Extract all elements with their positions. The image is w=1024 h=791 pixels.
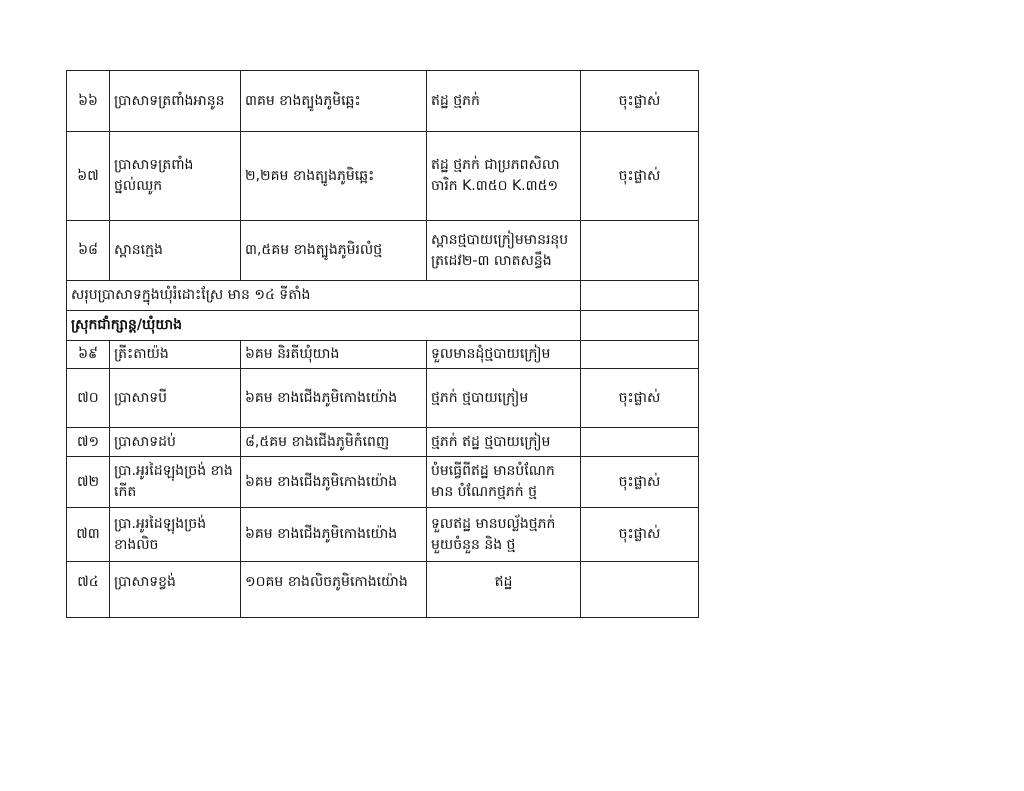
site-name: ប្រា.អូរដៃឡុងច្រង់ ខាងកើត	[110, 457, 241, 508]
site-name: ត្រីះតាយ៉ង	[110, 341, 241, 369]
table-row	[67, 71, 699, 132]
site-remark: ចុះផ្លាស់	[581, 369, 699, 428]
site-remark	[581, 221, 699, 281]
site-location: ២,២គម ខាងត្បូងភូមិឆ្អេះ	[241, 132, 427, 221]
site-location: ៣,៥គម ខាងត្បូងភូមិរលំថ្ម	[241, 221, 427, 281]
table-row	[67, 221, 699, 281]
site-name: ស្ពានក្មេង	[110, 221, 241, 281]
site-location: ៣គម ខាងត្បូងភូមិឆ្អេះ	[241, 71, 427, 132]
site-location: ៨,៥គម ខាងជើងភូមិកំពេញ	[241, 428, 427, 457]
site-description: ទួលមានដុំថ្មបាយក្រៀម	[427, 341, 581, 369]
table-row	[67, 428, 699, 457]
table-row	[67, 508, 699, 562]
table-row	[67, 457, 699, 508]
site-location: ១០គម ខាងលិចភូមិកោងយ៉ោង	[241, 562, 427, 618]
site-description: បំមធ្វើពីឥដ្ឋ មានបំណែកមាន បំណែកថ្មភក់ ថ្ម	[427, 457, 581, 508]
site-location: ៦គម ខាងជើងភូមិកោងយ៉ោង	[241, 369, 427, 428]
row-number: ៧២	[67, 457, 110, 508]
site-description: ថ្មភក់ ថ្មបាយក្រៀម	[427, 369, 581, 428]
site-name: ប្រាសាទត្រពាំង ថ្នល់ឈូក	[110, 132, 241, 221]
site-description: ស្ពានថ្មបាយក្រៀមមានរនុបត្រដេវ២-៣ លាតសន្ធឹង	[427, 221, 581, 281]
site-remark	[581, 428, 699, 457]
site-name: ប្រាសាទដប់	[110, 428, 241, 457]
summary-text: សរុបប្រាសាទក្នុងឃុំរំដោះស្រែ មាន ១៤ ទីតាំង	[67, 281, 581, 311]
district-header-row	[67, 311, 699, 341]
site-remark: ចុះផ្លាស់	[581, 71, 699, 132]
site-name: ប្រា.អូរដៃឡុងច្រង់ ខាងលិច	[110, 508, 241, 562]
row-number: ៧១	[67, 428, 110, 457]
site-description: ថ្មភក់ ឥដ្ឋ ថ្មបាយក្រៀម	[427, 428, 581, 457]
district-remark	[581, 311, 699, 341]
site-description: ឥដ្ឋ ថ្មភក់ ជាប្រភពសិលាចារិក K.៣៥០ K.៣៥១	[427, 132, 581, 221]
row-number: ៧០	[67, 369, 110, 428]
site-remark	[581, 562, 699, 618]
table-row	[67, 562, 699, 618]
row-number: ៦៨	[67, 221, 110, 281]
site-location: ៦គម ខាងជើងភូមិកោងយ៉ោង	[241, 508, 427, 562]
summary-remark	[581, 281, 699, 311]
table-row	[67, 341, 699, 369]
site-remark	[581, 341, 699, 369]
district-title: ស្រុកជាំក្សាន្ត/ឃុំយាង	[67, 311, 581, 341]
site-location: ៦គម ខាងជើងភូមិកោងយ៉ោង	[241, 457, 427, 508]
row-number: ៦៦	[67, 71, 110, 132]
row-number: ៦៩	[67, 341, 110, 369]
site-name: ប្រាសាទបី	[110, 369, 241, 428]
row-number: ៦៧	[67, 132, 110, 221]
site-name: ប្រាសាទខ្វង់	[110, 562, 241, 618]
table-row	[67, 132, 699, 221]
table-row	[67, 369, 699, 428]
row-number: ៧៤	[67, 562, 110, 618]
site-remark: ចុះផ្លាស់	[581, 457, 699, 508]
heritage-register-table	[66, 70, 699, 618]
site-remark: ចុះផ្លាស់	[581, 132, 699, 221]
site-description: ទួលឥដ្ឋ មានបល្ល័ងថ្មភក់មួយចំនួន និង ថ្ម	[427, 508, 581, 562]
site-remark: ចុះផ្លាស់	[581, 508, 699, 562]
summary-row	[67, 281, 699, 311]
row-number: ៧៣	[67, 508, 110, 562]
site-name: ប្រាសាទត្រពាំងអានូន	[110, 71, 241, 132]
site-description: ឥដ្ឋ	[427, 562, 581, 618]
site-description: ឥដ្ឋ ថ្មភក់	[427, 71, 581, 132]
site-location: ៦គម និរតីឃុំយាង	[241, 341, 427, 369]
